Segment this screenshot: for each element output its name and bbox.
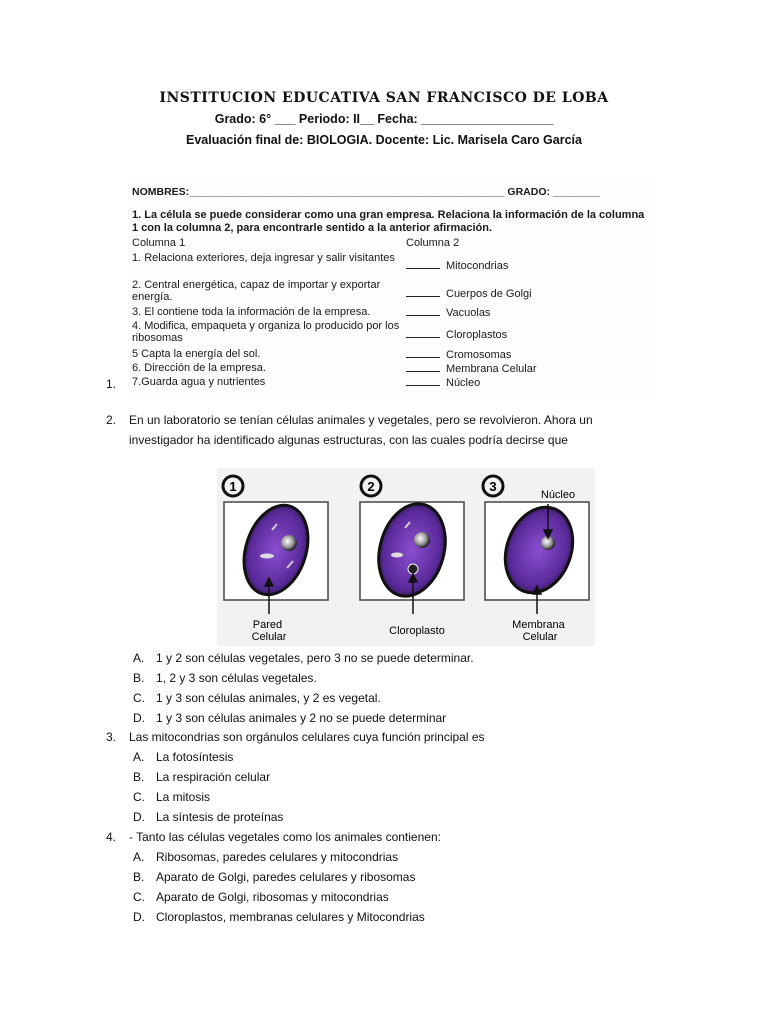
column-1-item: 4. Modifica, empaqueta y organiza lo producido por los ribosomas	[132, 320, 400, 344]
question-2-text-line: En un laboratorio se tenían células animales y vegetales, pero se revolvieron. Ahora un	[129, 413, 593, 427]
membrana-celular-label: Membrana Celular	[512, 619, 565, 643]
column-2-item: Membrana Celular	[406, 362, 536, 375]
q2-option-b[interactable]: B. 1, 2 y 3 son células vegetales.	[133, 671, 317, 685]
answer-blank[interactable]	[406, 259, 440, 269]
svg-text:1: 1	[229, 479, 237, 494]
q3-option-c[interactable]: C. La mitosis	[133, 790, 211, 804]
column-1-item: 2. Central energética, capaz de importar y exportar energía.	[132, 279, 381, 303]
q2-option-c[interactable]: C. 1 y 3 son células animales, y 2 es vegetal.	[133, 691, 381, 705]
svg-text:3: 3	[489, 479, 497, 494]
q3-option-b[interactable]: B. La respiración celular	[133, 770, 271, 784]
column-1-item: 5 Capta la energía del sol.	[132, 348, 261, 360]
question-3-text: Las mitocondrias son orgánulos celulares cuya función principal es	[129, 730, 485, 744]
cloroplasto-label: Cloroplasto	[389, 625, 445, 637]
q2-option-d[interactable]: D. 1 y 3 son células animales y 2 no se puede determinar	[133, 711, 447, 725]
answer-blank[interactable]	[406, 306, 440, 316]
cells-figure-svg	[217, 468, 595, 646]
column-1-header: Columna 1	[132, 237, 186, 249]
column-2-item: Mitocondrias	[406, 259, 508, 272]
cell-number-3	[483, 476, 503, 496]
cell-2-organelle	[391, 553, 403, 558]
question-1-number: 1.	[106, 377, 117, 391]
question-4-number: 4.	[106, 830, 117, 844]
q2-option-a[interactable]: A. 1 y 2 son células vegetales, pero 3 no se puede determinar.	[133, 651, 474, 665]
answer-blank[interactable]	[406, 348, 440, 358]
nombres-line: NOMBRES:______________________________________________________ GRADO: ________	[132, 186, 600, 198]
column-2-header: Columna 2	[406, 237, 460, 249]
column-2-item: Cromosomas	[406, 348, 511, 361]
answer-blank[interactable]	[406, 287, 440, 297]
grade-period-date: Grado: 6° ___ Periodo: II__ Fecha: ___________________	[214, 112, 554, 126]
column-2-item: Vacuolas	[406, 306, 490, 319]
q4-option-a[interactable]: A. Ribosomas, paredes celulares y mitocondrias	[133, 850, 399, 864]
question-3-number: 3.	[106, 730, 117, 744]
question-1-instruction: 1. La célula se puede considerar como una gran empresa. Relaciona la información de la columna 1 con la columna 2, para encontrarle sentido a la anterior afirmación.	[132, 209, 645, 234]
column-1-item: 1. Relaciona exteriores, deja ingresar y salir visitantes	[132, 252, 395, 264]
q4-option-c[interactable]: C. Aparato de Golgi, ribosomas y mitocondrias	[133, 890, 389, 904]
answer-blank[interactable]	[406, 362, 440, 372]
column-1-item: 3. El contiene toda la información de la empresa.	[132, 306, 371, 318]
column-1-item: 6. Dirección de la empresa.	[132, 362, 266, 374]
evaluation-teacher-line: Evaluación final de: BIOLOGIA. Docente: Lic. Marisela Caro García	[186, 133, 582, 147]
cell-1-organelle	[260, 554, 274, 559]
answer-blank[interactable]	[406, 328, 440, 338]
cell-2-nucleus	[414, 532, 430, 548]
cell-number-2	[361, 476, 381, 496]
q4-option-d[interactable]: D. Cloroplastos, membranas celulares y Mitocondrias	[133, 910, 425, 924]
q4-option-b[interactable]: B. Aparato de Golgi, paredes celulares y ribosomas	[133, 870, 416, 884]
column-2-item: Cuerpos de Golgi	[406, 287, 532, 300]
column-2-item: Cloroplastos	[406, 328, 507, 341]
nucleo-label: Núcleo	[540, 489, 576, 501]
question-2-text-line: investigador ha identificado algunas estructuras, con las cuales podría decirse que	[129, 433, 568, 447]
question-4-text: - Tanto las células vegetales como los animales contienen:	[129, 830, 441, 844]
column-1-item: 7.Guarda agua y nutrientes	[132, 376, 266, 388]
cells-figure	[217, 468, 595, 646]
q3-option-d[interactable]: D. La síntesis de proteínas	[133, 810, 284, 824]
answer-blank[interactable]	[406, 376, 440, 386]
svg-text:2: 2	[367, 479, 375, 494]
question-1-scan	[128, 182, 656, 394]
question-2-number: 2.	[106, 413, 117, 427]
pared-celular-label: Pared Celular	[251, 619, 287, 643]
cell-number-1	[223, 476, 243, 496]
institution-title: INSTITUCION EDUCATIVA SAN FRANCISCO DE LOBA	[159, 90, 609, 106]
q3-option-a[interactable]: A. La fotosíntesis	[133, 750, 234, 764]
column-2-item: Núcleo	[406, 376, 480, 389]
cell-1-nucleus	[281, 535, 297, 551]
question-2-text	[129, 410, 729, 450]
